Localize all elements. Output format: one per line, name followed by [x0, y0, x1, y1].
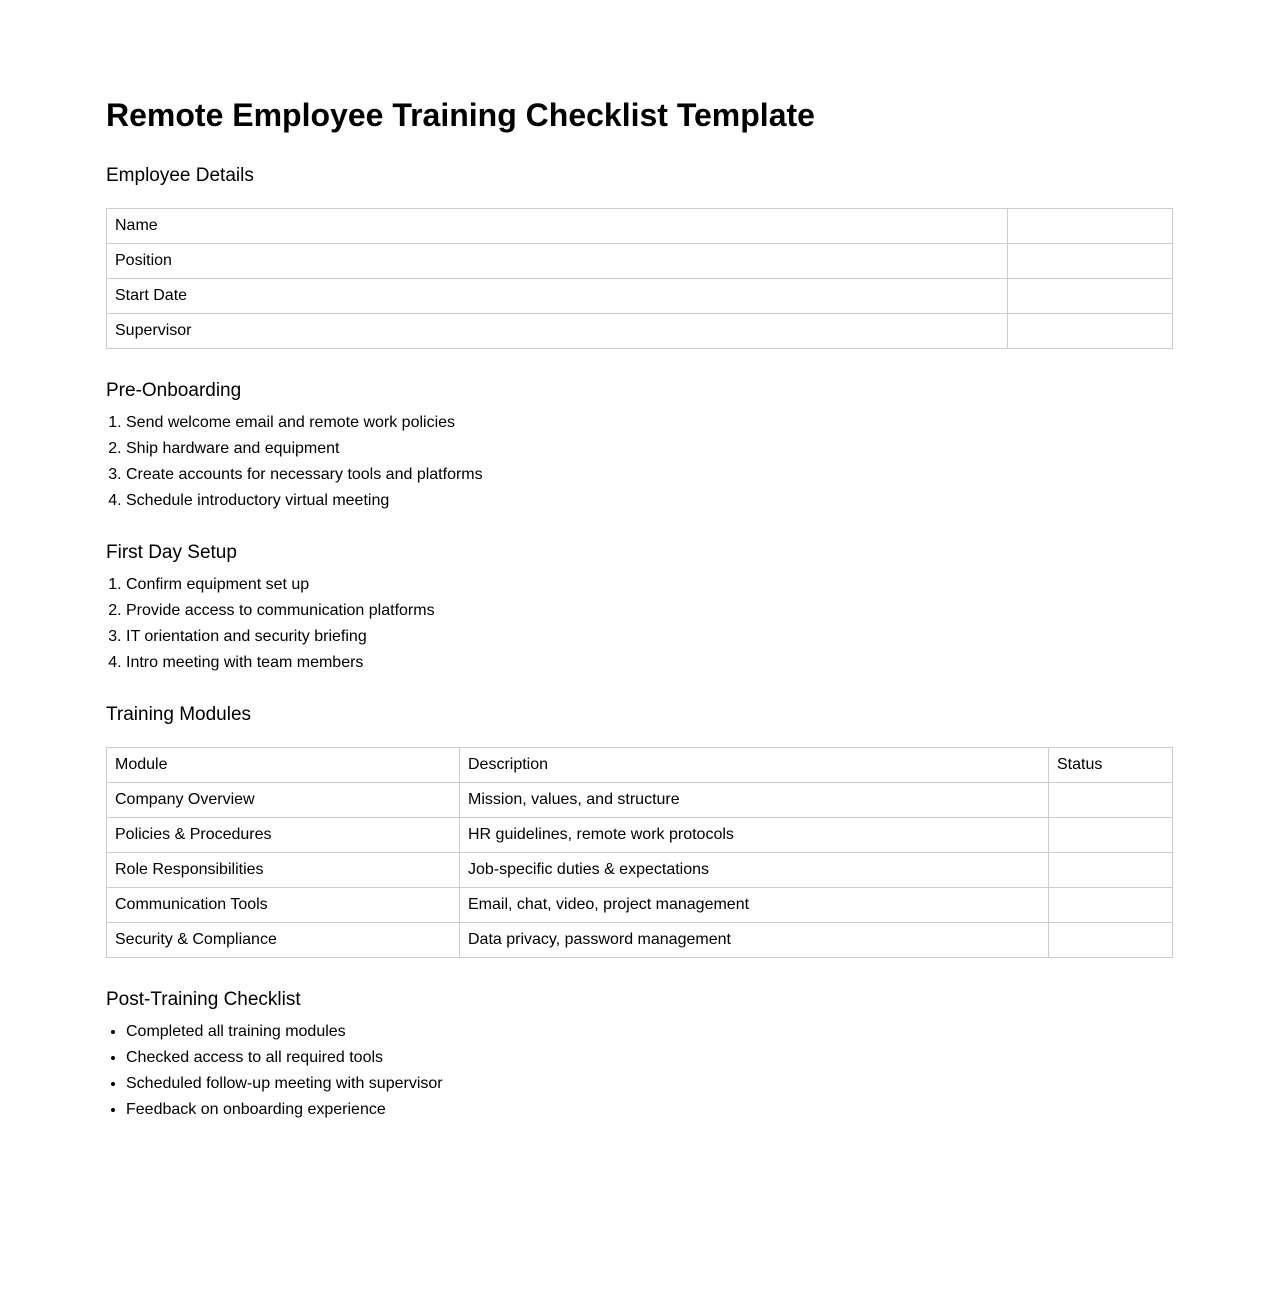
employee-details-heading: Employee Details — [106, 165, 254, 186]
list-item: 1. Send welcome email and remote work policies — [126, 410, 483, 436]
post-training-list — [106, 1019, 443, 1123]
module-description: Job-specific duties & expectations — [460, 853, 1049, 888]
table-row — [107, 244, 1173, 279]
list-item: 4. Schedule introductory virtual meeting — [126, 488, 483, 514]
table-row — [107, 923, 1173, 958]
module-name: Communication Tools — [107, 888, 460, 923]
employee-field-label: Name — [107, 209, 1008, 244]
table-row — [107, 818, 1173, 853]
column-header-status: Status — [1049, 748, 1173, 783]
training-modules-table — [106, 747, 1173, 958]
column-header-module: Module — [107, 748, 460, 783]
first-day-setup-heading: First Day Setup — [106, 542, 237, 563]
pre-onboarding-list — [106, 410, 483, 514]
list-item: • Feedback on onboarding experience — [126, 1097, 443, 1123]
module-status[interactable] — [1049, 783, 1173, 818]
module-description: Data privacy, password management — [460, 923, 1049, 958]
table-row — [107, 888, 1173, 923]
module-status[interactable] — [1049, 818, 1173, 853]
module-description: Mission, values, and structure — [460, 783, 1049, 818]
pre-onboarding-heading: Pre-Onboarding — [106, 380, 242, 401]
list-item: 4. Intro meeting with team members — [126, 650, 435, 676]
employee-start-date-value[interactable] — [1008, 279, 1173, 314]
module-name: Security & Compliance — [107, 923, 460, 958]
page-title: Remote Employee Training Checklist Template — [106, 97, 815, 133]
training-modules-heading: Training Modules — [106, 704, 252, 725]
post-training-heading: Post-Training Checklist — [106, 989, 301, 1010]
employee-details-table — [106, 208, 1173, 349]
list-item: 2. Ship hardware and equipment — [126, 436, 483, 462]
list-item: 2. Provide access to communication platforms — [126, 598, 435, 624]
module-name: Policies & Procedures — [107, 818, 460, 853]
employee-position-value[interactable] — [1008, 244, 1173, 279]
module-status[interactable] — [1049, 923, 1173, 958]
list-item: 1. Confirm equipment set up — [126, 572, 435, 598]
employee-name-value[interactable] — [1008, 209, 1173, 244]
list-item: 3. Create accounts for necessary tools and platforms — [126, 462, 483, 488]
list-item: • Scheduled follow-up meeting with supervisor — [126, 1071, 443, 1097]
module-description: Email, chat, video, project management — [460, 888, 1049, 923]
table-row — [107, 279, 1173, 314]
employee-field-label: Supervisor — [107, 314, 1008, 349]
employee-field-label: Start Date — [107, 279, 1008, 314]
table-header-row — [107, 748, 1173, 783]
list-item: 3. IT orientation and security briefing — [126, 624, 435, 650]
list-item: • Checked access to all required tools — [126, 1045, 443, 1071]
module-name: Company Overview — [107, 783, 460, 818]
list-item: • Completed all training modules — [126, 1019, 443, 1045]
table-row — [107, 853, 1173, 888]
first-day-setup-list — [106, 572, 435, 676]
module-status[interactable] — [1049, 888, 1173, 923]
column-header-description: Description — [460, 748, 1049, 783]
module-name: Role Responsibilities — [107, 853, 460, 888]
table-row — [107, 209, 1173, 244]
employee-field-label: Position — [107, 244, 1008, 279]
module-status[interactable] — [1049, 853, 1173, 888]
table-row — [107, 783, 1173, 818]
table-row — [107, 314, 1173, 349]
employee-supervisor-value[interactable] — [1008, 314, 1173, 349]
module-description: HR guidelines, remote work protocols — [460, 818, 1049, 853]
